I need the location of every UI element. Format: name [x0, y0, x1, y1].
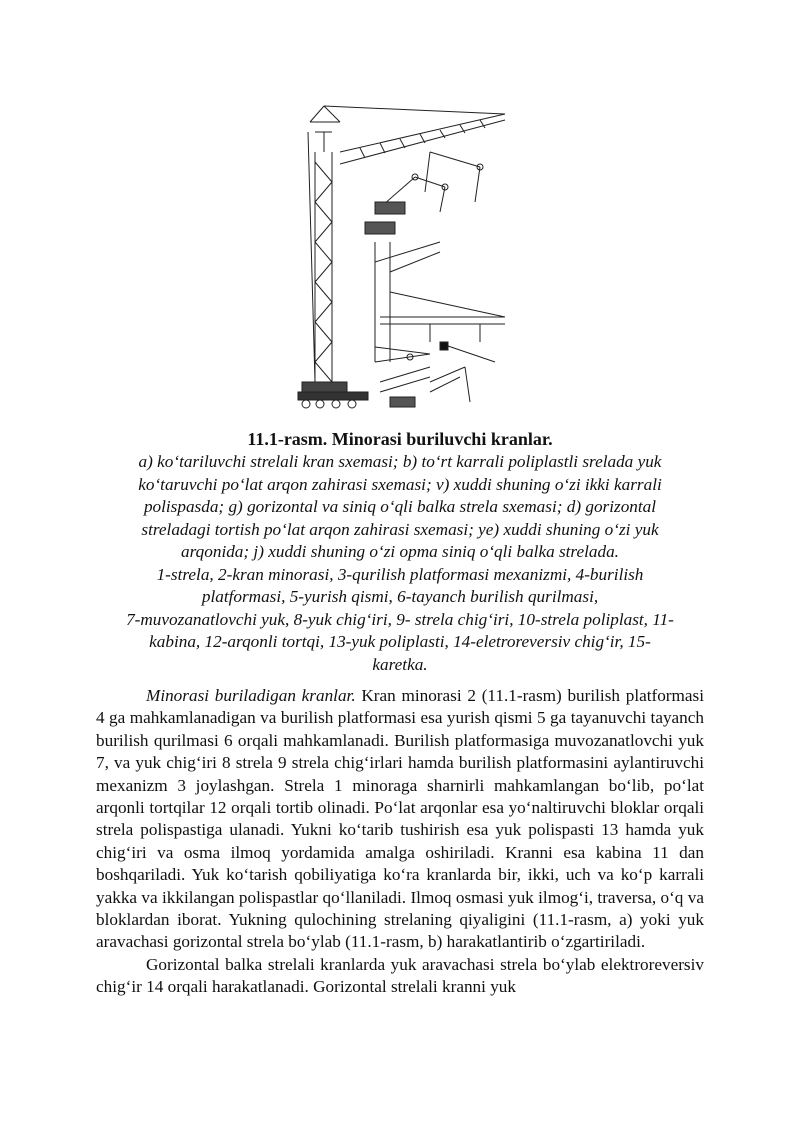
caption-title: 11.1-rasm. Minorasi buriluvchi kranlar.	[247, 429, 553, 449]
crane-drawing	[280, 92, 530, 420]
figure-caption	[92, 428, 708, 676]
sub-diagram-v	[425, 152, 483, 202]
body-text	[96, 685, 704, 999]
sub-diagram-d	[375, 342, 495, 362]
sub-diagram-j	[430, 367, 470, 402]
crane-base	[298, 382, 368, 408]
paragraph-text: Kran minorasi 2 (11.1-rasm) burilish platformasi 4 ga mahkamlanadigan va burilish platformasi esa yurish qismi 5 ga tayanuvchi tayanch burilish qurilmasi 6 orqali mahkamlanadi. Burilish platformasiga muvozanatlovchi yuk 7, va yuk chig‘iri 8 strela 9 strela chig‘irlari hamda burilish platformasini aylantiruvchi mexanizm 3 joylashgan. Strela 1 minoraga sharnirli mahkamlangan bo‘lib, po‘lat arqonli tortqilar 12 orqali tortib olinadi. Po‘lat arqonlar esa yo‘naltiruvchi bloklar orqali strela polispastiga ulanadi. Yukni ko‘tarib tushirish esa yuk polispasti 13 hamda yuk chig‘iri va osma ilmoq yordamida amalga oshiriladi. Kranni esa kabina 11 dan boshqariladi. Yuk ko‘tarish qobiliyatiga ko‘ra kranlarda bir, ikki, uch va ko‘p karrali yakka va ikkilangan polispastlar qo‘llaniladi. Ilmoq osmasi yuk ilmog‘i, traversa, o‘q va bloklardan iborat. Yukning qulochining strelaning qiyaligini (11.1-rasm, a) yoki yuk aravachasi gorizontal strela bo‘ylab (11.1-rasm, b) harakatlantirib o‘zgartiriladi.	[96, 686, 704, 952]
paragraph-lead: Minorasi buriladigan kranlar.	[146, 686, 356, 705]
boom	[324, 106, 505, 164]
tower-head	[310, 106, 340, 122]
paragraph-1	[96, 685, 704, 954]
caption-line: platformasi, 5-yurish qismi, 6-tayanch burilish qurilmasi,	[201, 587, 599, 606]
crane-figure	[280, 92, 530, 420]
caption-line: arqonida; j) xuddi shuning o‘zi opma siniq o‘qli balka strelada.	[181, 542, 619, 561]
caption-line: 1-strela, 2-kran minorasi, 3-qurilish platformasi mexanizmi, 4-burilish	[156, 564, 644, 584]
caption-line: karetka.	[372, 654, 428, 674]
caption-line: a) ko‘tariluvchi strelali kran sxemasi; b) to‘rt karrali poliplastli srelada yuk	[138, 452, 662, 471]
caption-line: kabina, 12-arqonli tortqi, 13-yuk poliplasti, 14-eletroreversiv chig‘ir, 15-	[149, 632, 651, 651]
paragraph-2: Gorizontal balka strelali kranlarda yuk aravachasi strela bo‘ylab elektroreversiv chig‘ir 14 orqali harakatlanadi. Gorizontal strelali kranni yuk	[96, 954, 704, 997]
caption-line: streladagi tortish po‘lat arqon zahirasi sxemasi; ye) xuddi shuning o‘zi yuk	[141, 519, 659, 539]
caption-line: 7-muvozanatlovchi yuk, 8-yuk chig‘iri, 9- strela chig‘iri, 10-strela poliplast, 11-	[126, 609, 674, 629]
sub-diagram-b	[365, 174, 448, 234]
tower-mast	[308, 132, 332, 382]
caption-line: polispasda; g) gorizontal va siniq o‘qli balka strela sxemasi; d) gorizontal	[143, 497, 657, 516]
caption-line: ko‘taruvchi po‘lat arqon zahirasi sxemasi; v) xuddi shuning o‘zi ikki karrali	[138, 474, 662, 494]
sub-diagram-ye	[380, 367, 430, 407]
